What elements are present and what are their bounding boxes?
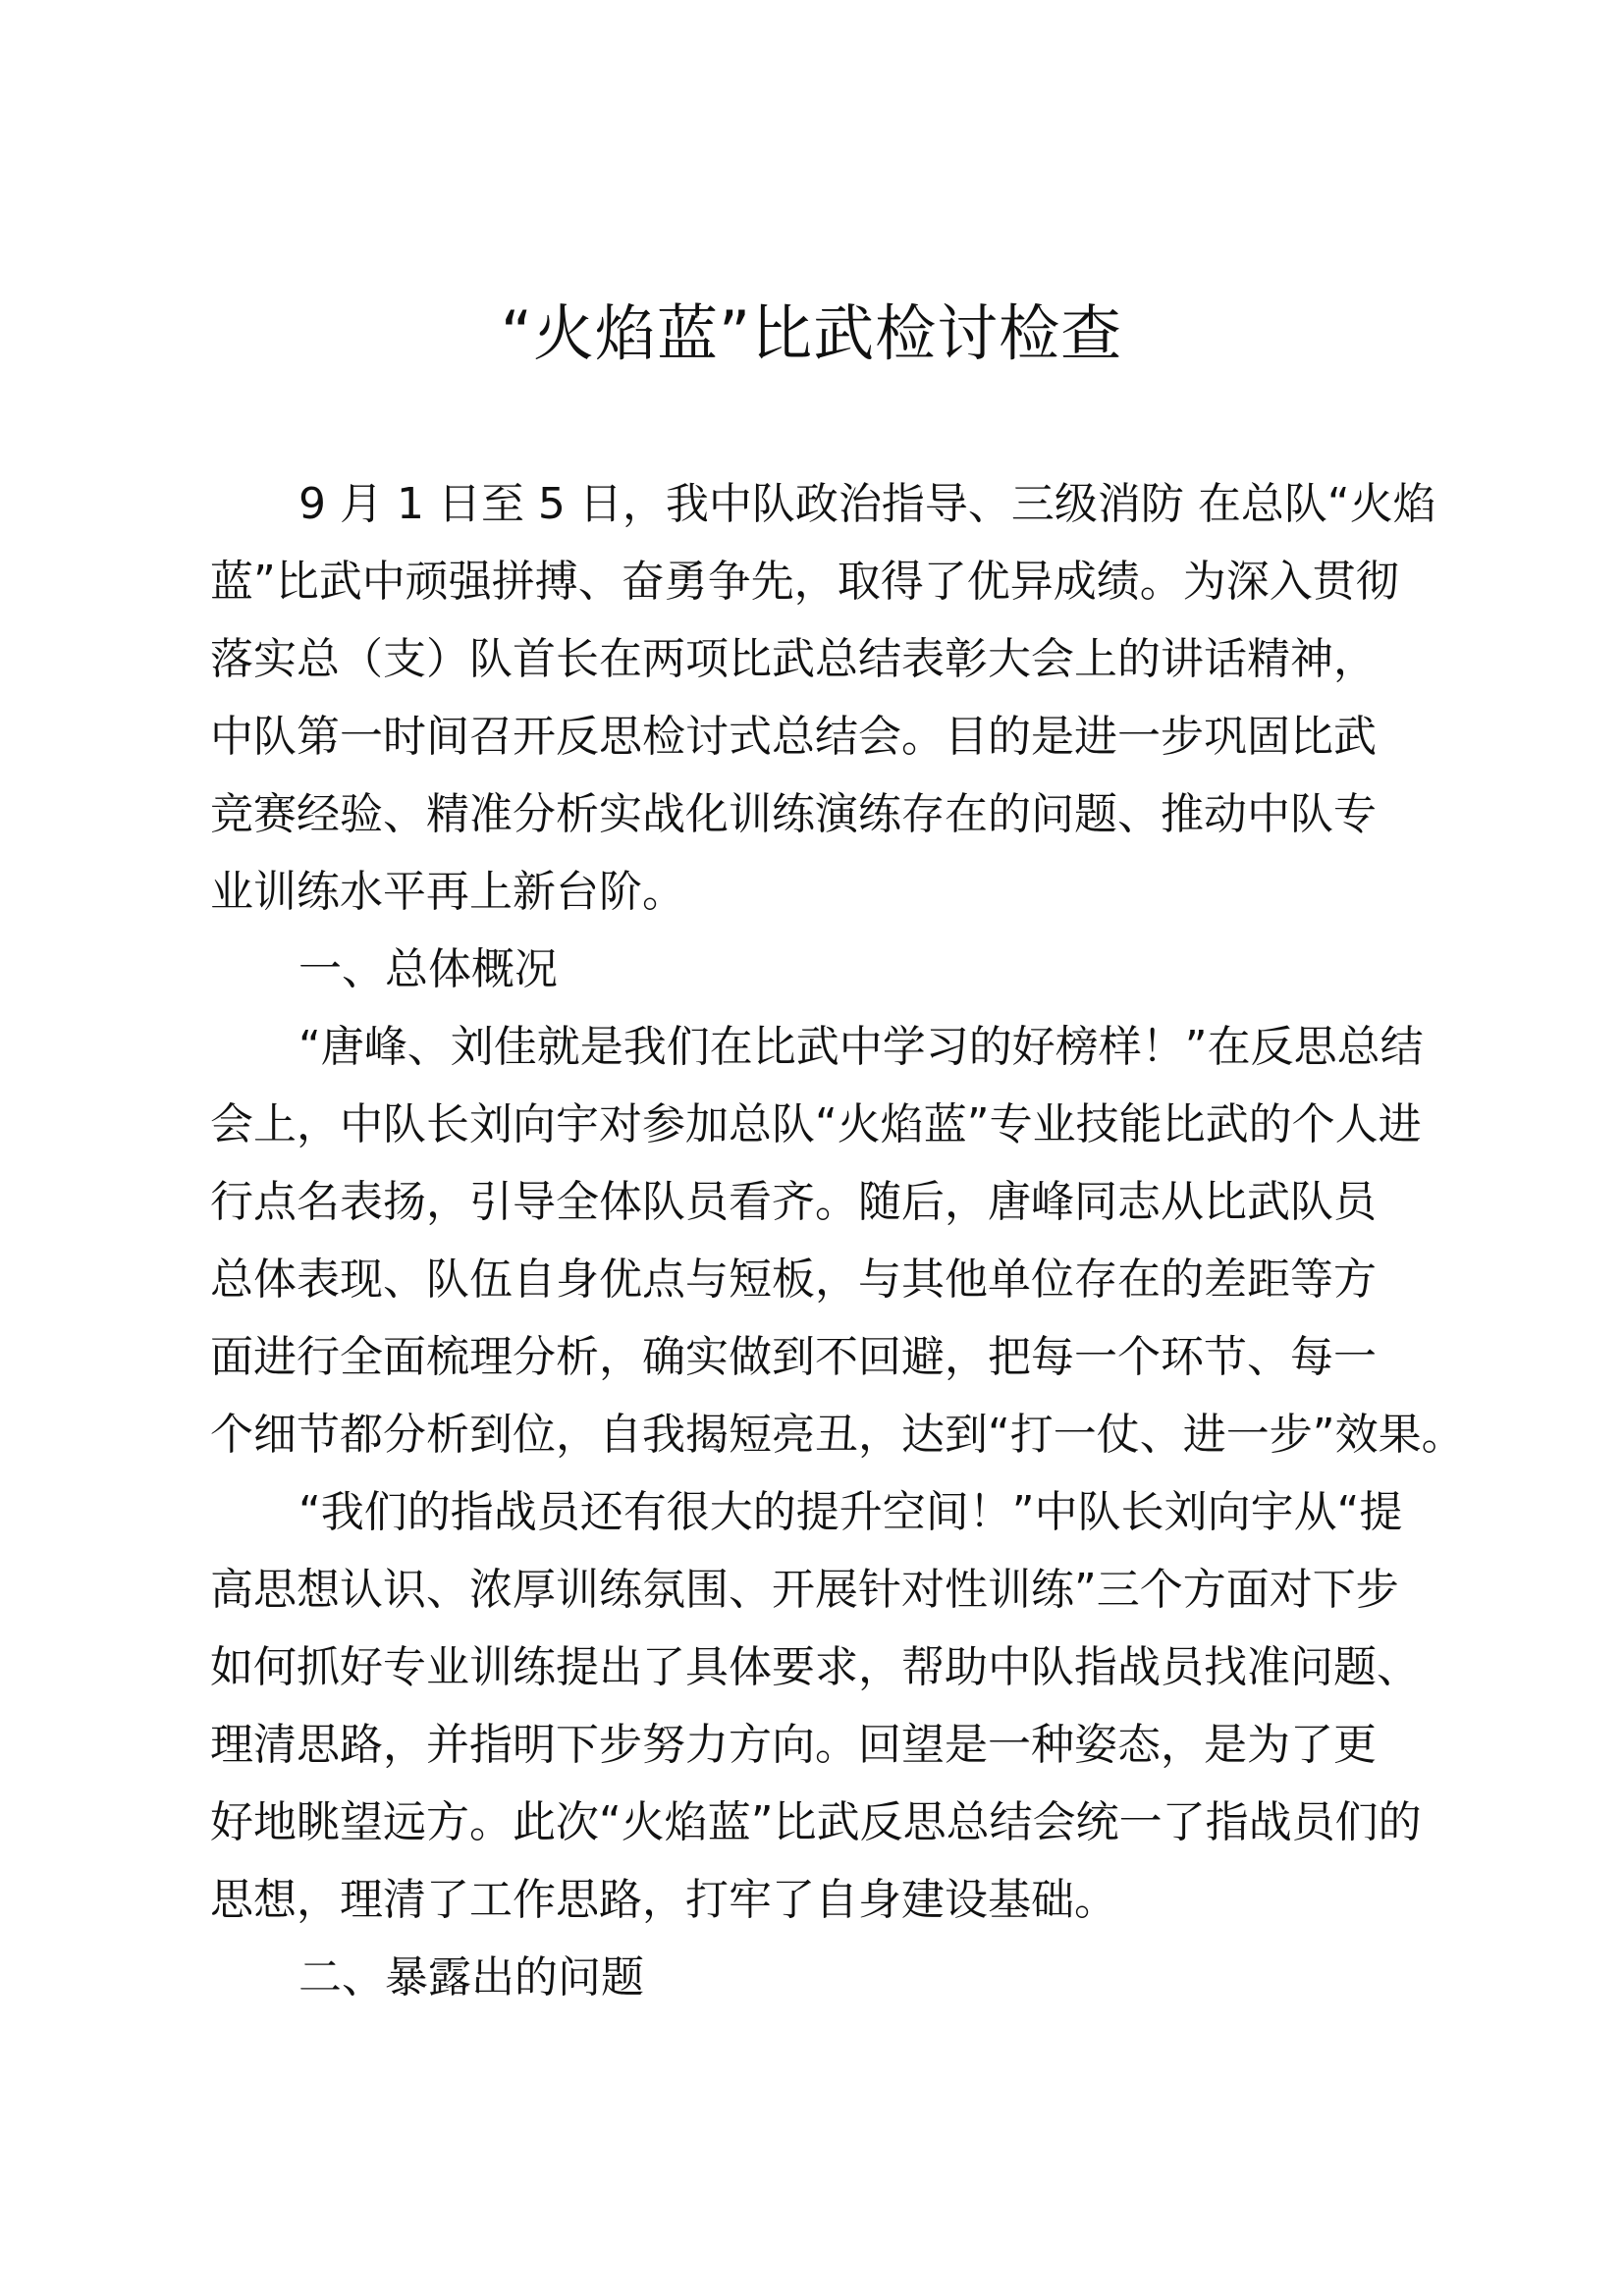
paragraph-line: 会上，中队长刘向宇对参加总队“火焰蓝”专业技能比武的个人进 bbox=[210, 1099, 1422, 1149]
paragraph-line: 9 月 1 日至 5 日，我中队政治指导、三级消防 在总队“火焰 bbox=[298, 479, 1436, 529]
paragraph-line: “唐峰、刘佳就是我们在比武中学习的好榜样！”在反思总结 bbox=[298, 1022, 1424, 1072]
paragraph-line: “我们的指战员还有很大的提升空间！”中队长刘向宇从“提 bbox=[298, 1487, 1403, 1537]
paragraph-line: 好地眺望远方。此次“火焰蓝”比武反思总结会统一了指战员们的 bbox=[210, 1797, 1422, 1847]
paragraph-line: 个细节都分析到位，自我揭短亮丑，达到“打一仗、进一步”效果。 bbox=[210, 1410, 1465, 1460]
paragraph-line: 高思想认识、浓厚训练氛围、开展针对性训练”三个方面对下步 bbox=[210, 1565, 1399, 1615]
paragraph-line: 落实总（支）队首长在两项比武总结表彰大会上的讲话精神， bbox=[210, 634, 1377, 684]
section-heading: 一、总体概况 bbox=[298, 944, 558, 994]
paragraph-line: 思想，理清了工作思路，打牢了自身建设基础。 bbox=[210, 1875, 1117, 1925]
paragraph-line: 蓝”比武中顽强拼搏、奋勇争先，取得了优异成绩。为深入贯彻 bbox=[210, 557, 1399, 607]
paragraph-line: 面进行全面梳理分析，确实做到不回避，把每一个环节、每一 bbox=[210, 1332, 1377, 1382]
paragraph-line: 如何抓好专业训练提出了具体要求，帮助中队指战员找准问题、 bbox=[210, 1642, 1420, 1692]
paragraph-line: 理清思路，并指明下步努力方向。回望是一种姿态，是为了更 bbox=[210, 1720, 1377, 1770]
paragraph-line: 业训练水平再上新台阶。 bbox=[210, 867, 685, 917]
paragraph-line: 中队第一时间召开反思检讨式总结会。目的是进一步巩固比武 bbox=[210, 712, 1377, 762]
paragraph-line: 总体表现、队伍自身优点与短板，与其他单位存在的差距等方 bbox=[210, 1255, 1377, 1305]
paragraph-line: 行点名表扬，引导全体队员看齐。随后，唐峰同志从比武队员 bbox=[210, 1177, 1377, 1227]
section-heading: 二、暴露出的问题 bbox=[298, 1952, 644, 2002]
document-title: “火焰蓝”比武检讨检查 bbox=[500, 297, 1123, 369]
paragraph-line: 竞赛经验、精准分析实战化训练演练存在的问题、推动中队专 bbox=[210, 789, 1377, 839]
